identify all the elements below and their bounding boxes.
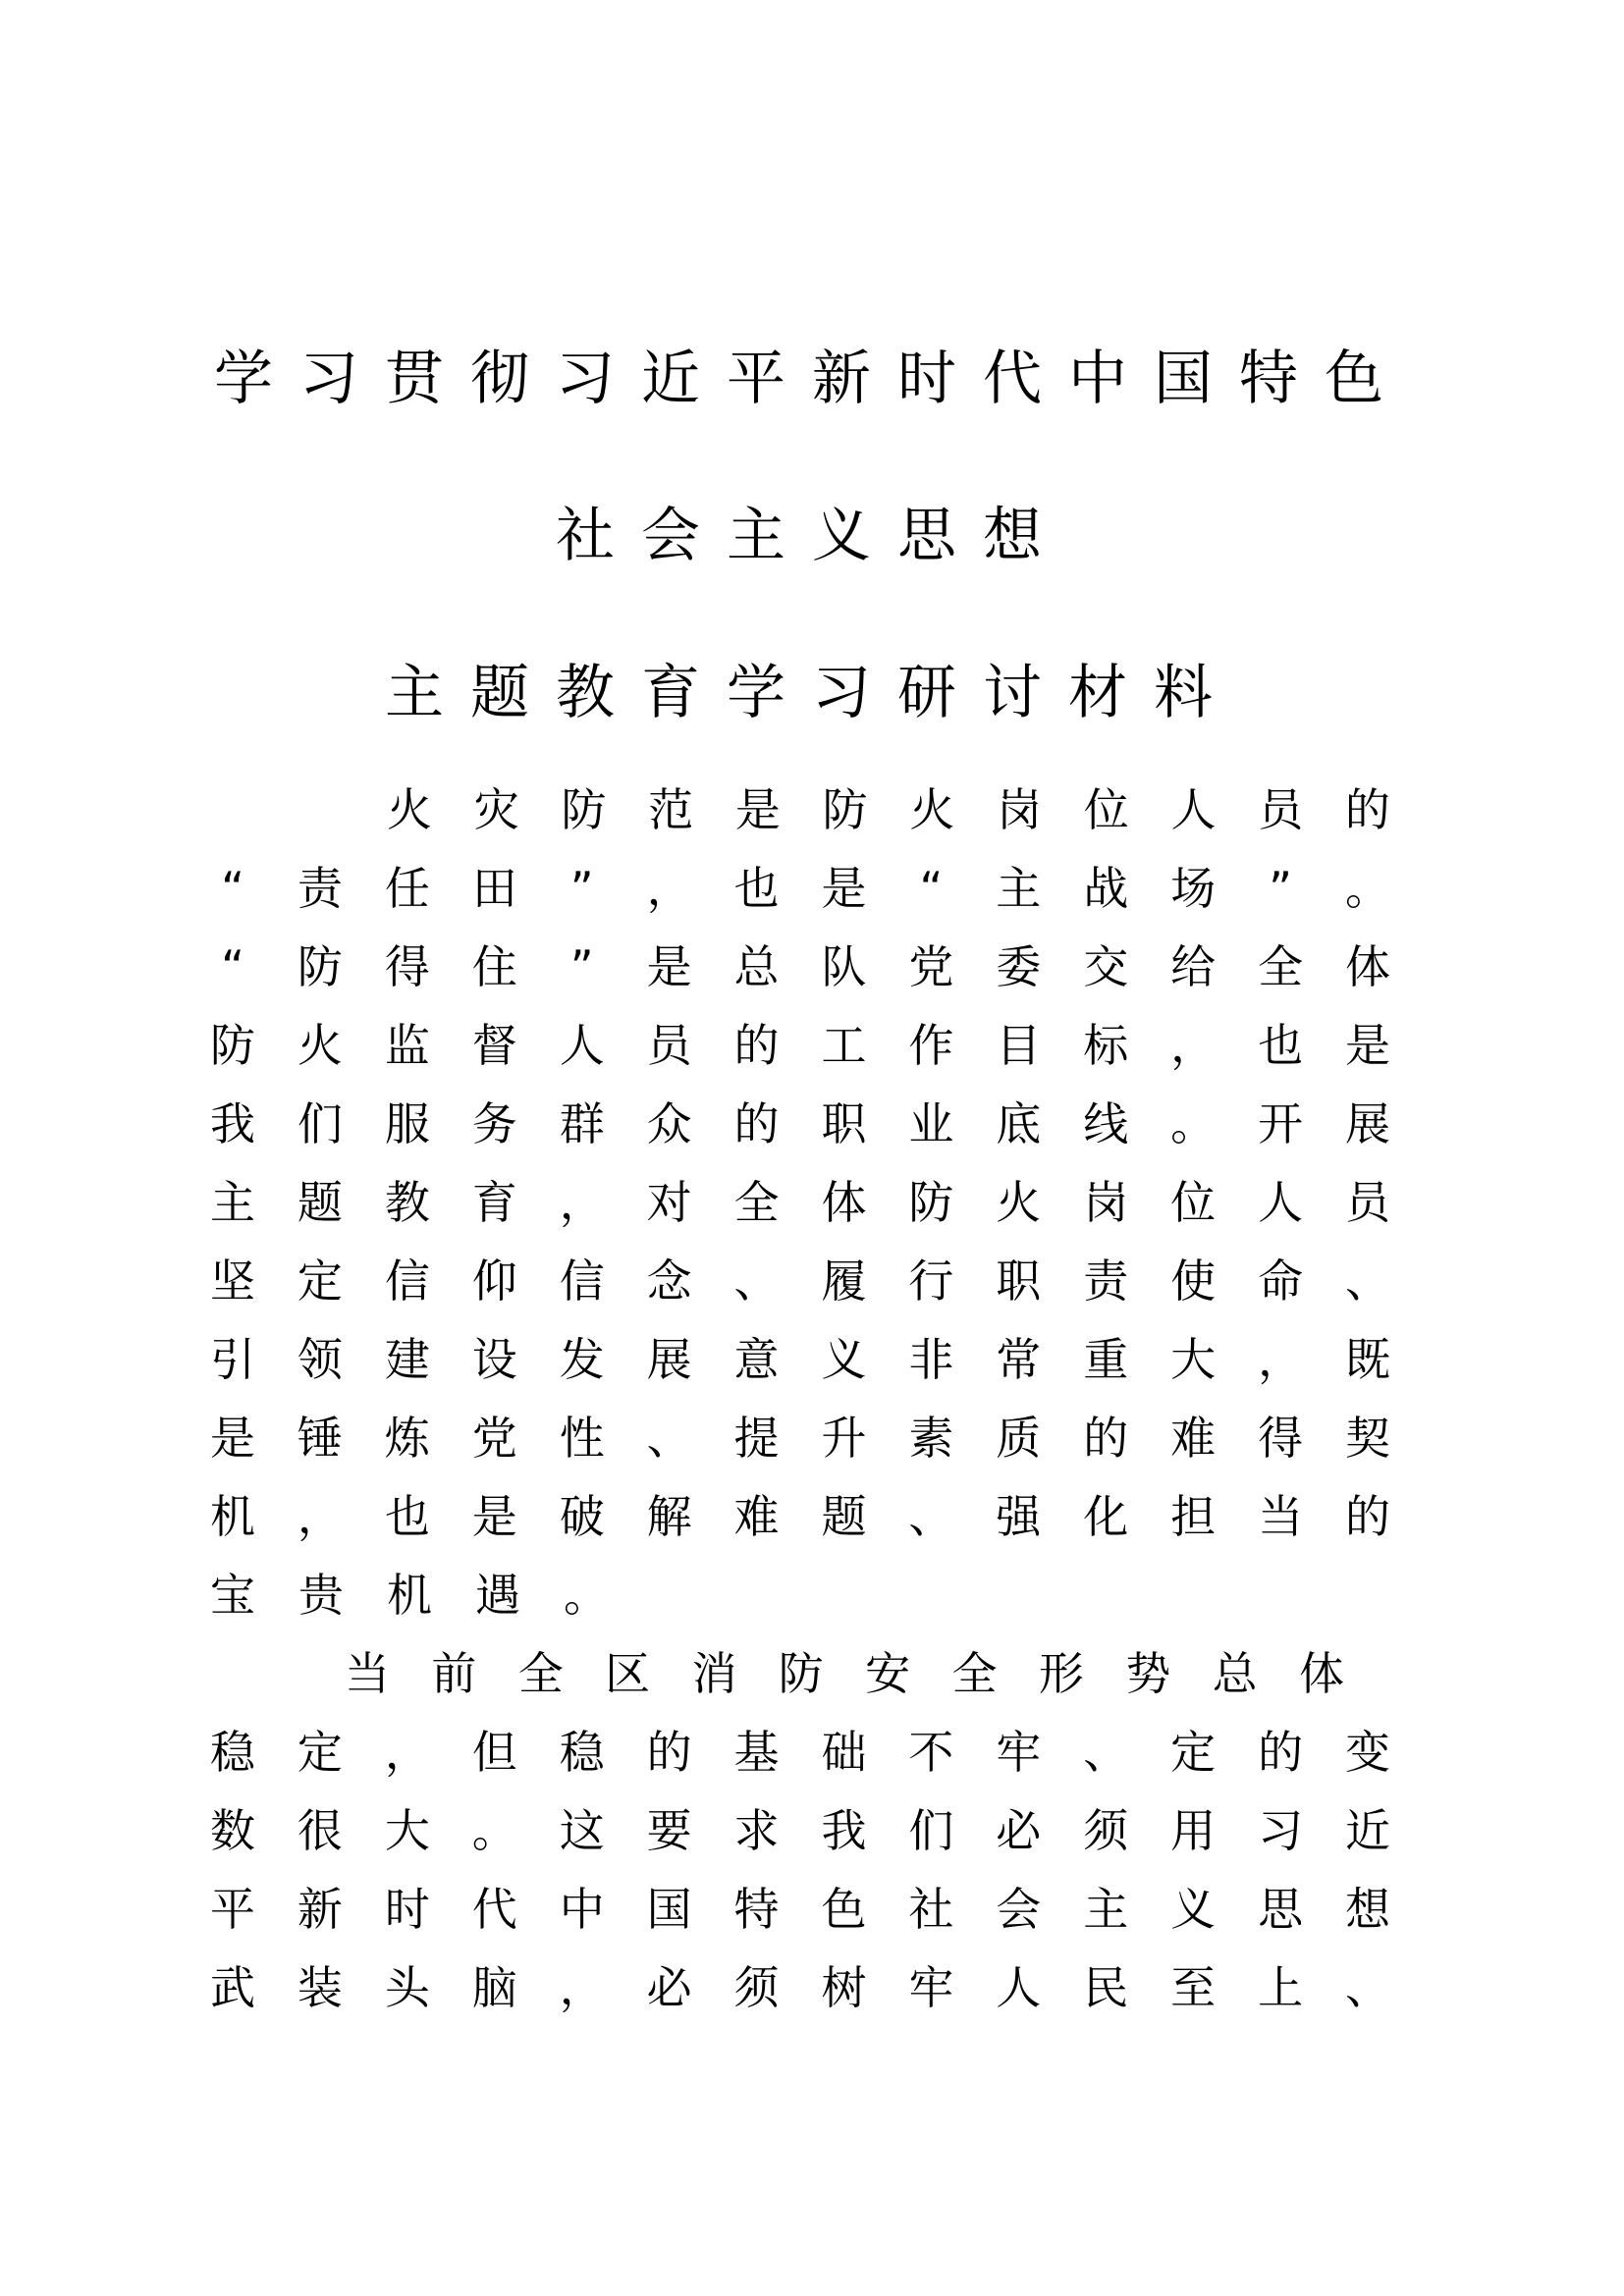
- body-char: 体: [821, 1176, 867, 1229]
- body-char: 全: [733, 1176, 780, 1229]
- body-char: 业: [908, 1097, 954, 1150]
- body-char: 必: [996, 1804, 1042, 1857]
- body-char: 中: [559, 1883, 605, 1936]
- body-char: 化: [1083, 1490, 1129, 1543]
- body-char: 是: [1344, 1019, 1390, 1072]
- body-char: “: [221, 862, 244, 915]
- body-char: 求: [733, 1804, 780, 1857]
- body-char: 、: [1344, 1255, 1390, 1308]
- body-char: 队: [821, 940, 867, 993]
- body-char: “: [221, 940, 244, 993]
- body-char: 平: [210, 1883, 255, 1936]
- body-line: [210, 849, 1390, 928]
- body-char: 信: [559, 1255, 605, 1308]
- body-line: [210, 1949, 1390, 2027]
- body-char: 机: [210, 1490, 255, 1543]
- body-char: 总: [733, 940, 780, 993]
- body-char: 、: [1344, 1961, 1390, 2014]
- body-char: 履: [821, 1255, 867, 1308]
- body-char: 。: [471, 1804, 517, 1857]
- body-char: 民: [1083, 1961, 1129, 2014]
- body-char: 消: [691, 1647, 737, 1700]
- body-char: ，: [1170, 1019, 1217, 1072]
- body-char: 。: [1170, 1097, 1217, 1150]
- body-char: 这: [559, 1804, 605, 1857]
- body-char: 岗: [1083, 1176, 1129, 1229]
- body-char: 义: [1170, 1883, 1217, 1936]
- body-line: [210, 1242, 1390, 1320]
- body-char: 当: [1258, 1490, 1304, 1543]
- body-char: 督: [471, 1019, 517, 1072]
- body-char: 至: [1170, 1961, 1217, 2014]
- body-char: 近: [1344, 1804, 1390, 1857]
- body-char: “: [919, 862, 944, 915]
- body-char: 底: [996, 1097, 1042, 1150]
- body-char: 全: [951, 1647, 998, 1700]
- body-char: ，: [559, 1176, 605, 1229]
- body-char: 我: [210, 1097, 255, 1150]
- body-char: 装: [297, 1961, 343, 2014]
- body-char: 强: [996, 1490, 1042, 1543]
- body-line: [387, 771, 1390, 849]
- body-char: 位: [1170, 1176, 1217, 1229]
- body-line: [210, 928, 1390, 1006]
- body-char: 牢: [908, 1961, 954, 2014]
- body-char: 。: [564, 1569, 609, 1622]
- body-char: 须: [733, 1961, 780, 2014]
- body-line: [210, 1713, 1390, 1791]
- body-char: 行: [908, 1255, 954, 1308]
- body-char: 要: [646, 1804, 692, 1857]
- body-char: 武: [210, 1961, 255, 2014]
- body-char: 、: [1083, 1726, 1129, 1779]
- title-line-2: 社会主义思想: [556, 502, 1068, 570]
- body-char: 教: [384, 1176, 430, 1229]
- body-char: 难: [733, 1490, 780, 1543]
- body-char: 是: [734, 783, 781, 836]
- body-char: 思: [1258, 1883, 1304, 1936]
- body-char: 提: [733, 1412, 780, 1465]
- body-char: 形: [1038, 1647, 1084, 1700]
- body-char: 防: [561, 783, 607, 836]
- body-char: 线: [1083, 1097, 1129, 1150]
- body-char: 前: [431, 1647, 477, 1700]
- body-char: 党: [908, 940, 954, 993]
- body-char: 锤: [297, 1412, 343, 1465]
- body-char: 定: [297, 1255, 343, 1308]
- body-char: 牢: [996, 1726, 1042, 1779]
- body-char: 全: [517, 1647, 564, 1700]
- body-char: 贵: [298, 1569, 344, 1622]
- body-char: 大: [1170, 1333, 1217, 1386]
- body-char: 岗: [997, 783, 1043, 836]
- body-char: 位: [1083, 783, 1129, 836]
- body-char: 人: [1258, 1176, 1304, 1229]
- body-char: 防: [822, 783, 868, 836]
- body-char: 总: [1212, 1647, 1258, 1700]
- body-char: 火: [909, 783, 955, 836]
- body-line: [210, 1320, 1390, 1399]
- body-char: 特: [733, 1883, 780, 1936]
- body-char: 服: [384, 1097, 430, 1150]
- body-char: 国: [646, 1883, 692, 1936]
- body-char: 既: [1344, 1333, 1390, 1386]
- body-char: 破: [559, 1490, 605, 1543]
- body-char: 色: [821, 1883, 867, 1936]
- body-char: 的: [1344, 1490, 1390, 1543]
- body-char: 主: [1083, 1883, 1129, 1936]
- body-line: [210, 1399, 1390, 1477]
- body-line: [210, 1556, 1390, 1634]
- body-char: 变: [1344, 1726, 1390, 1779]
- body-line: [210, 1006, 1390, 1085]
- body-char: ，: [1258, 1333, 1304, 1386]
- body-char: 础: [821, 1726, 867, 1779]
- body-char: 展: [646, 1333, 692, 1386]
- body-char: 火: [297, 1019, 343, 1072]
- body-char: 人: [1170, 783, 1217, 836]
- body-char: 交: [1083, 940, 1129, 993]
- body-char: 防: [210, 1019, 255, 1072]
- body-char: 是: [646, 940, 692, 993]
- body-char: 们: [297, 1097, 343, 1150]
- body-char: 员: [646, 1019, 692, 1072]
- body-char: 田: [471, 862, 517, 915]
- body-char: 职: [996, 1255, 1042, 1308]
- body-char: 命: [1258, 1255, 1304, 1308]
- body-char: 题: [821, 1490, 867, 1543]
- body-char: ，: [646, 862, 692, 915]
- body-char: ”: [569, 940, 594, 993]
- body-char: 会: [996, 1883, 1042, 1936]
- body-char: 很: [297, 1804, 343, 1857]
- body-char: 体: [1298, 1647, 1344, 1700]
- body-char: 。: [1344, 862, 1390, 915]
- body-char: ，: [559, 1961, 605, 2014]
- body-char: ”: [1269, 862, 1292, 915]
- body-char: 灾: [473, 783, 519, 836]
- body-char: 重: [1083, 1333, 1129, 1386]
- body-char: 给: [1170, 940, 1217, 993]
- body-char: 稳: [559, 1726, 605, 1779]
- body-char: 党: [471, 1412, 517, 1465]
- body-line: [210, 1870, 1390, 1949]
- body-char: 非: [908, 1333, 954, 1386]
- body-char: 领: [297, 1333, 343, 1386]
- body-char: 引: [210, 1333, 255, 1386]
- body-char: 防: [908, 1176, 954, 1229]
- body-char: 区: [605, 1647, 651, 1700]
- body-char: 必: [646, 1961, 692, 2014]
- title-line-1: 学习贯彻习近平新时代中国特色: [214, 345, 1410, 413]
- body-char: 机: [387, 1569, 432, 1622]
- body-char: 的: [1258, 1726, 1304, 1779]
- body-char: ，: [384, 1726, 430, 1779]
- body-char: 、: [733, 1255, 780, 1308]
- body-char: 得: [384, 940, 430, 993]
- body-char: 安: [865, 1647, 911, 1700]
- body-line: [210, 1085, 1390, 1163]
- body-char: 职: [821, 1097, 867, 1150]
- body-char: 时: [384, 1883, 430, 1936]
- body-char: 委: [996, 940, 1042, 993]
- body-char: 升: [821, 1412, 867, 1465]
- body-char: 想: [1344, 1883, 1390, 1936]
- body-char: 防: [297, 940, 343, 993]
- body-char: 脑: [471, 1961, 517, 2014]
- body-char: 担: [1170, 1490, 1217, 1543]
- body-char: 展: [1344, 1097, 1390, 1150]
- body-char: 不: [908, 1726, 954, 1779]
- body-char: 势: [1125, 1647, 1171, 1700]
- body-char: 责: [297, 862, 343, 915]
- body-char: 也: [384, 1490, 430, 1543]
- body-char: 育: [471, 1176, 517, 1229]
- body-char: 上: [1258, 1961, 1304, 2014]
- body-char: 习: [1258, 1804, 1304, 1857]
- body-char: 信: [384, 1255, 430, 1308]
- body-char: 意: [733, 1333, 780, 1386]
- body-char: 新: [297, 1883, 343, 1936]
- body-char: 防: [778, 1647, 824, 1700]
- body-char: 当: [345, 1647, 390, 1700]
- body-char: 是: [471, 1490, 517, 1543]
- body-char: 基: [733, 1726, 780, 1779]
- body-char: 题: [297, 1176, 343, 1229]
- body-char: 战: [1083, 862, 1129, 915]
- body-char: 住: [471, 940, 517, 993]
- body-char: 义: [821, 1333, 867, 1386]
- body-char: ”: [569, 862, 594, 915]
- body-char: 是: [210, 1412, 255, 1465]
- body-char: ，: [297, 1490, 343, 1543]
- body-char: 念: [646, 1255, 692, 1308]
- body-char: 务: [471, 1097, 517, 1150]
- body-char: 全: [1258, 940, 1304, 993]
- body-char: 难: [1170, 1412, 1217, 1465]
- body-char: 使: [1170, 1255, 1217, 1308]
- body-char: 树: [821, 1961, 867, 2014]
- body-char: 建: [384, 1333, 430, 1386]
- body-char: 们: [908, 1804, 954, 1857]
- body-char: 对: [646, 1176, 692, 1229]
- body-char: 开: [1258, 1097, 1304, 1150]
- body-char: 常: [996, 1333, 1042, 1386]
- body-char: 员: [1344, 1176, 1390, 1229]
- body-char: 定: [1170, 1726, 1217, 1779]
- body-char: 工: [821, 1019, 867, 1072]
- body-char: 社: [908, 1883, 954, 1936]
- body-char: 火: [387, 783, 432, 836]
- body-line: [210, 1791, 1390, 1870]
- body-char: 坚: [210, 1255, 255, 1308]
- body-char: 数: [210, 1804, 255, 1857]
- body-char: 代: [471, 1883, 517, 1936]
- body-char: 解: [646, 1490, 692, 1543]
- body-char: 素: [908, 1412, 954, 1465]
- body-char: 稳: [210, 1726, 255, 1779]
- body-char: 仰: [471, 1255, 517, 1308]
- body-char: 目: [996, 1019, 1042, 1072]
- title-line-3: 主题教育学习研讨材料: [385, 659, 1239, 727]
- body-char: 性: [559, 1412, 605, 1465]
- body-char: 、: [908, 1490, 954, 1543]
- body-char: 定: [297, 1726, 343, 1779]
- body-char: 遇: [475, 1569, 520, 1622]
- body-char: 发: [559, 1333, 605, 1386]
- body-char: 人: [996, 1961, 1042, 2014]
- body-char: 员: [1258, 783, 1304, 836]
- body-char: 但: [471, 1726, 517, 1779]
- body-char: 的: [1083, 1412, 1129, 1465]
- body-char: 的: [646, 1726, 692, 1779]
- body-char: 主: [996, 862, 1042, 915]
- body-char: 的: [1344, 783, 1390, 836]
- body-char: 体: [1344, 940, 1390, 993]
- body-char: 得: [1258, 1412, 1304, 1465]
- body-line: [210, 1477, 1390, 1556]
- body-char: 也: [733, 862, 780, 915]
- body-char: 监: [384, 1019, 430, 1072]
- body-char: 场: [1170, 862, 1217, 915]
- body-char: 主: [210, 1176, 255, 1229]
- body-char: 质: [996, 1412, 1042, 1465]
- body-char: 的: [733, 1097, 780, 1150]
- body-char: 人: [559, 1019, 605, 1072]
- body-char: 须: [1083, 1804, 1129, 1857]
- body-char: 是: [821, 862, 867, 915]
- body-char: 的: [733, 1019, 780, 1072]
- body-line: [345, 1634, 1344, 1713]
- body-char: 宝: [210, 1569, 255, 1622]
- body-char: 大: [384, 1804, 430, 1857]
- body-char: 也: [1258, 1019, 1304, 1072]
- body-line: [210, 1163, 1390, 1242]
- body-char: 头: [384, 1961, 430, 2014]
- body-char: 设: [471, 1333, 517, 1386]
- body-char: 任: [384, 862, 430, 915]
- body-char: 标: [1083, 1019, 1129, 1072]
- body-char: 范: [648, 783, 694, 836]
- body-char: 、: [646, 1412, 692, 1465]
- body-char: 契: [1344, 1412, 1390, 1465]
- body-char: 作: [908, 1019, 954, 1072]
- body-char: 群: [559, 1097, 605, 1150]
- body-char: 我: [821, 1804, 867, 1857]
- body-char: 众: [646, 1097, 692, 1150]
- body-char: 责: [1083, 1255, 1129, 1308]
- body-char: 炼: [384, 1412, 430, 1465]
- body-char: 火: [996, 1176, 1042, 1229]
- body-char: 用: [1170, 1804, 1217, 1857]
